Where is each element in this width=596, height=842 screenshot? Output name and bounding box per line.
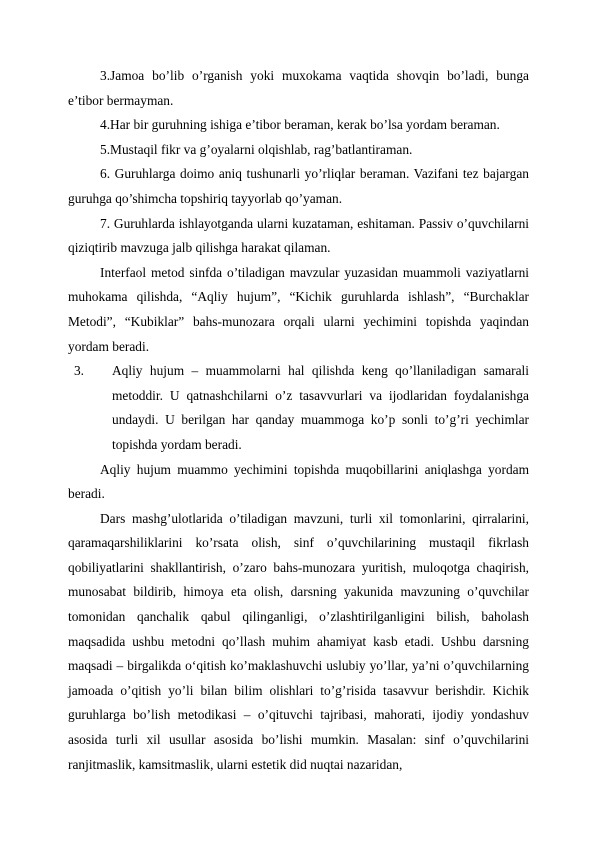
- paragraph-item-4: 4.Har bir guruhning ishiga e’tibor beraman, kerak bo’lsa yordam beraman.: [100, 117, 500, 133]
- list-number: 3.: [73, 363, 84, 379]
- paragraph-item-6: 6. Guruhlarga doimo aniq tushunarli yo’rliqlar beraman. Vazifani tez bajargan guruhga qo’shimcha topshiriq tayyorlab qo’yaman.: [68, 166, 529, 206]
- paragraph-item-5: 5.Mustaqil fikr va g’oyalarni olqishlab, rag’batlantiraman.: [100, 141, 413, 157]
- paragraph-brainstorm: Aqliy hujum muammo yechimini topishda muqobillarini aniqlashga yordam beradi.: [68, 461, 529, 502]
- list-item-text: Aqliy hujum – muammolarni hal qilishda keng qo’llaniladigan samarali metoddir. U qatnashchilarni o’z tasavvurlari va ijodlaridan foydalanishga undaydi. U berilgan har qanday muammoga ko’p sonli to’g’ri yechimlar topishda yordam beradi.: [112, 363, 529, 452]
- paragraph-item-3: 3.Jamoa bo’lib o’rganish yoki muxokama vaqtida shovqin bo’ladi, bunga e’tibor bermayman.: [68, 68, 529, 108]
- paragraph-item-7: 7. Guruhlarda ishlayotganda ularni kuzataman, eshitaman. Passiv o’quvchilarni qiziqtirib mavzuga jalb qilishga harakat qilaman.: [68, 215, 529, 256]
- document-body: [68, 64, 529, 777]
- paragraph-interactive-method: Interfaol metod sinfda o’tiladigan mavzular yuzasidan muammoli vaziyatlarni muhokama qilishda, “Aqliy hujum”, “Kichik guruhlarda ishlash”, “Burchaklar Metodi”, “Kubiklar” bahs-munozara orqali ularni yechimini topishda yaqindan yordam beradi.: [68, 264, 529, 354]
- paragraph-lesson-goals: Dars mashg’ulotlarida o’tiladigan mavzuni, turli xil tomonlarini, qirralarini, qaramaqarshiliklarini ko’rsata olish, sinf o’quvchilarining mustaqil fikrlash qobiliyatlarini shakllantirish, o’zaro bahs-munozara yuritish, muloqotga chaqirish, munosabat bildirib, himoya eta olish, darsning yakunida mavzuning o’quvchilar tomonidan qanchalik qabul qilinganligi, o’zlashtirilganligini bilish, baholash maqsadida ushbu metodni qo’llash muhim ahamiyat kasb etadi. Ushbu darsning maqsadi – birgalikda o‘qitish ko’maklashuvchi uslubiy yo’llar, ya’ni o’quvchilarning jamoada o’qitish yo’li bilan bilim olishlari to’g’risida tasavvur berishdir. Kichik guruhlarga bo’lish metodikasi – o’qituvchi tajribasi, mahorati, ijodiy yondashuv asosida turli xil usullar asosida bo’lishi mumkin. Masalan: sinf o’quvchilarini ranjitmaslik, kamsitmaslik, ularni estetik did nuqtai nazaridan,: [68, 510, 529, 772]
- numbered-list-item: [73, 359, 529, 457]
